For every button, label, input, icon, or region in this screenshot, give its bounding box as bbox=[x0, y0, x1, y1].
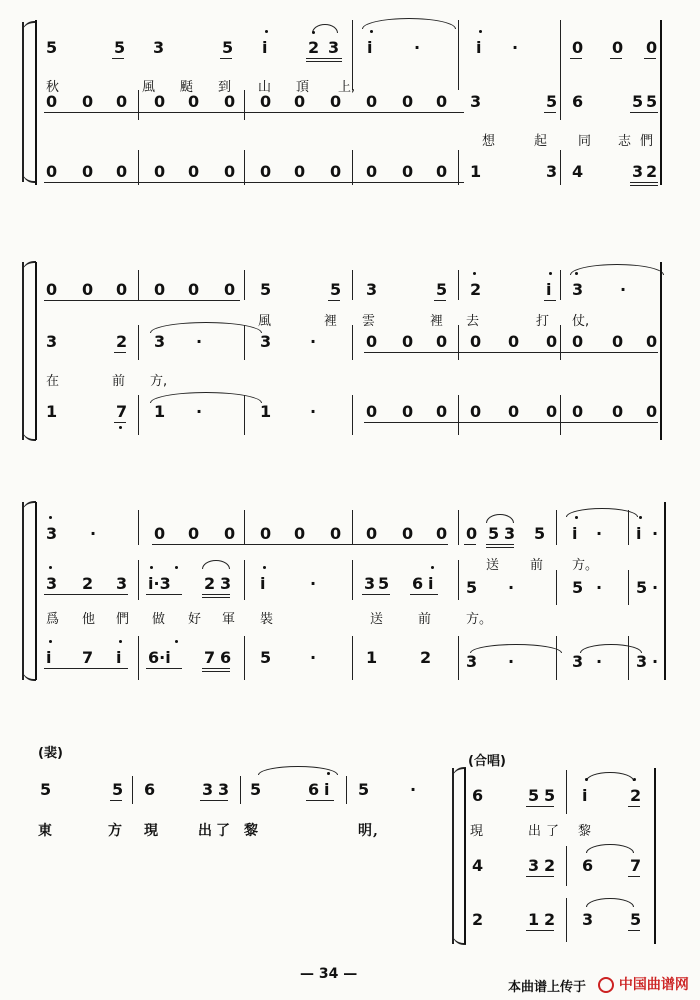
note: 0 bbox=[646, 402, 658, 421]
note: 0 bbox=[470, 402, 482, 421]
note: 6 bbox=[412, 574, 424, 593]
note: 3 bbox=[582, 910, 594, 929]
note: · bbox=[508, 578, 515, 597]
lyric: 東 bbox=[38, 823, 53, 839]
note: 6·i bbox=[148, 648, 171, 667]
note: 3 bbox=[366, 280, 378, 299]
note: 3 bbox=[46, 332, 58, 351]
note: 1 bbox=[470, 162, 482, 181]
note: 5 bbox=[488, 524, 500, 543]
lyric: 方 bbox=[108, 823, 123, 839]
note: i bbox=[260, 574, 266, 593]
note: 0 bbox=[402, 402, 414, 421]
lyric: 裡 bbox=[430, 314, 444, 329]
lyric: 想 bbox=[482, 134, 496, 149]
chorus-label: (合唱) bbox=[468, 754, 506, 769]
note: i bbox=[46, 648, 52, 667]
note: 0 bbox=[546, 332, 558, 351]
note: 3 bbox=[218, 780, 230, 799]
note: 6 bbox=[144, 780, 156, 799]
note: 5 bbox=[114, 38, 126, 57]
page-number: — 34 — bbox=[300, 966, 358, 982]
note: 2 bbox=[544, 856, 556, 875]
site-logo bbox=[598, 974, 689, 994]
part-label: (裴) bbox=[38, 746, 63, 761]
note: 3 bbox=[466, 652, 478, 671]
note: 2 bbox=[630, 786, 642, 805]
note: 3 bbox=[572, 280, 584, 299]
note: 0 bbox=[294, 162, 306, 181]
note: i bbox=[582, 786, 588, 805]
lyric: 方。 bbox=[466, 612, 493, 627]
note: · bbox=[196, 332, 203, 351]
note: 0 bbox=[188, 280, 200, 299]
lyric: 頂 bbox=[296, 80, 310, 95]
lyric: 了 bbox=[546, 824, 560, 839]
note: 0 bbox=[154, 280, 166, 299]
note: 0 bbox=[224, 524, 236, 543]
note: 5 bbox=[260, 648, 272, 667]
lyric: 志 bbox=[618, 134, 632, 149]
note: 0 bbox=[82, 162, 94, 181]
site-logo-icon bbox=[598, 977, 614, 993]
note: 7 bbox=[82, 648, 94, 667]
lyric: 裡 bbox=[324, 314, 338, 329]
note: 0 bbox=[366, 402, 378, 421]
note: · bbox=[310, 332, 317, 351]
note: 1 bbox=[366, 648, 378, 667]
note: 3 bbox=[46, 574, 58, 593]
note: 0 bbox=[188, 92, 200, 111]
note: · bbox=[310, 574, 317, 593]
note: 5 bbox=[636, 578, 648, 597]
lyric: 雲 bbox=[362, 314, 376, 329]
note: 5 bbox=[46, 38, 58, 57]
note: i bbox=[572, 524, 578, 543]
note: 3 bbox=[328, 38, 340, 57]
lyric: 出 bbox=[198, 823, 213, 839]
note: 0 bbox=[402, 92, 414, 111]
note: 3 bbox=[154, 332, 166, 351]
lyric: 前 bbox=[112, 374, 126, 389]
note: 0 bbox=[366, 524, 378, 543]
note: 3 bbox=[260, 332, 272, 351]
lyric: 在 bbox=[46, 374, 60, 389]
note: 5 bbox=[528, 786, 540, 805]
lyric: 出 bbox=[528, 824, 542, 839]
note: · bbox=[414, 38, 421, 57]
lyric: 現 bbox=[144, 823, 159, 839]
note: 0 bbox=[436, 524, 448, 543]
note: 5 bbox=[546, 92, 558, 111]
note: i bbox=[428, 574, 434, 593]
lyric: 方, bbox=[150, 374, 168, 389]
note: 0 bbox=[154, 92, 166, 111]
note: 0 bbox=[612, 402, 624, 421]
note: 0 bbox=[294, 92, 306, 111]
note: 0 bbox=[224, 162, 236, 181]
lyric: 們 bbox=[640, 134, 654, 149]
note: 5 bbox=[646, 92, 658, 111]
note: 0 bbox=[366, 92, 378, 111]
note: 0 bbox=[572, 38, 584, 57]
note: 5 bbox=[544, 786, 556, 805]
note: · bbox=[310, 402, 317, 421]
note: 0 bbox=[546, 402, 558, 421]
note: 0 bbox=[508, 332, 520, 351]
note: 0 bbox=[366, 332, 378, 351]
note: 0 bbox=[402, 162, 414, 181]
note: 0 bbox=[436, 162, 448, 181]
note: 5 bbox=[330, 280, 342, 299]
note: 5 bbox=[250, 780, 262, 799]
lyric: 秋 bbox=[46, 80, 60, 95]
note: i bbox=[476, 38, 482, 57]
note: 0 bbox=[188, 524, 200, 543]
note: 0 bbox=[612, 38, 624, 57]
note: 0 bbox=[436, 402, 448, 421]
note: · bbox=[508, 652, 515, 671]
barline bbox=[35, 20, 37, 185]
lyric: 做 bbox=[152, 612, 166, 627]
note: 6 bbox=[472, 786, 484, 805]
lyric: 風 bbox=[258, 314, 272, 329]
note: 0 bbox=[224, 280, 236, 299]
note: 1 bbox=[528, 910, 540, 929]
upload-note: 本曲谱上传于 bbox=[508, 980, 587, 995]
note: · bbox=[652, 524, 659, 543]
note: 5 bbox=[632, 92, 644, 111]
note: 3 bbox=[220, 574, 232, 593]
note: 5 bbox=[40, 780, 52, 799]
lyric: 方。 bbox=[572, 558, 599, 573]
note: · bbox=[90, 524, 97, 543]
note: 6 bbox=[572, 92, 584, 111]
note: 0 bbox=[260, 524, 272, 543]
note: i bbox=[367, 38, 373, 57]
note: 5 bbox=[222, 38, 234, 57]
note: 6 bbox=[308, 780, 320, 799]
note: 5 bbox=[466, 578, 478, 597]
lyric: 他 bbox=[82, 612, 96, 627]
note: 2 bbox=[646, 162, 658, 181]
note: 7 bbox=[204, 648, 216, 667]
note: 0 bbox=[294, 524, 306, 543]
lyric: 同 bbox=[578, 134, 592, 149]
note: 3 bbox=[546, 162, 558, 181]
lyric: 軍 bbox=[222, 612, 236, 627]
lyric: 上, bbox=[338, 80, 356, 95]
note: 3 bbox=[528, 856, 540, 875]
note: 5 bbox=[358, 780, 370, 799]
note: 0 bbox=[116, 92, 128, 111]
note: 1 bbox=[46, 402, 58, 421]
note: · bbox=[596, 652, 603, 671]
note: 2 bbox=[472, 910, 484, 929]
note: 1 bbox=[260, 402, 272, 421]
note: 2 bbox=[116, 332, 128, 351]
note: 3 bbox=[202, 780, 214, 799]
lyric: 颳 bbox=[180, 80, 194, 95]
note: 0 bbox=[436, 332, 448, 351]
note: 2 bbox=[470, 280, 482, 299]
note: 1 bbox=[154, 402, 166, 421]
note: 0 bbox=[154, 162, 166, 181]
note: 0 bbox=[46, 92, 58, 111]
note: 4 bbox=[472, 856, 484, 875]
lyric: 風 bbox=[142, 80, 156, 95]
note: 3 bbox=[153, 38, 165, 57]
note: · bbox=[620, 280, 627, 299]
lyric: 爲 bbox=[46, 612, 60, 627]
note: i bbox=[262, 38, 268, 57]
note: 2 bbox=[420, 648, 432, 667]
note: 0 bbox=[402, 332, 414, 351]
lyric: 去 bbox=[466, 314, 480, 329]
note: 0 bbox=[116, 280, 128, 299]
lyric: 明, bbox=[358, 823, 379, 839]
note: 0 bbox=[330, 92, 342, 111]
note: 0 bbox=[470, 332, 482, 351]
lyric: 前 bbox=[418, 612, 432, 627]
lyric: 到 bbox=[218, 80, 232, 95]
note: 5 bbox=[534, 524, 546, 543]
note: 2 bbox=[308, 38, 320, 57]
note: 0 bbox=[46, 280, 58, 299]
note: 0 bbox=[330, 524, 342, 543]
note: i bbox=[324, 780, 330, 799]
note: i bbox=[546, 280, 552, 299]
lyric: 山 bbox=[258, 80, 272, 95]
note: 3 bbox=[504, 524, 516, 543]
note: 3 bbox=[572, 652, 584, 671]
note: 0 bbox=[402, 524, 414, 543]
note: 6 bbox=[582, 856, 594, 875]
note: 0 bbox=[436, 92, 448, 111]
lyric: 起 bbox=[534, 134, 548, 149]
note: · bbox=[596, 524, 603, 543]
note: 5 bbox=[572, 578, 584, 597]
lyric: 送 bbox=[370, 612, 384, 627]
note: 0 bbox=[82, 92, 94, 111]
lyric: 現 bbox=[470, 824, 484, 839]
note: 0 bbox=[572, 332, 584, 351]
note: · bbox=[196, 402, 203, 421]
note: 3 bbox=[470, 92, 482, 111]
note: 0 bbox=[612, 332, 624, 351]
note: 0 bbox=[646, 332, 658, 351]
note: · bbox=[652, 652, 659, 671]
note: 0 bbox=[572, 402, 584, 421]
note: · bbox=[310, 648, 317, 667]
lyric: 仗, bbox=[572, 314, 590, 329]
note: 3 bbox=[46, 524, 58, 543]
note: 4 bbox=[572, 162, 584, 181]
lyric: 好 bbox=[188, 612, 202, 627]
note: 7 bbox=[116, 402, 128, 421]
note: 5 bbox=[630, 910, 642, 929]
note: 2 bbox=[82, 574, 94, 593]
lyric: 了 bbox=[216, 823, 231, 839]
lyric: 前 bbox=[530, 558, 544, 573]
note: 3 bbox=[632, 162, 644, 181]
note: 0 bbox=[260, 92, 272, 111]
note: 0 bbox=[260, 162, 272, 181]
note: 2 bbox=[544, 910, 556, 929]
note: i bbox=[116, 648, 122, 667]
lyric: 黎 bbox=[244, 823, 259, 839]
note: 0 bbox=[466, 524, 478, 543]
note: 5 bbox=[112, 780, 124, 799]
lyric: 黎 bbox=[578, 824, 592, 839]
note: · bbox=[410, 780, 417, 799]
note: 6 bbox=[220, 648, 232, 667]
note: 0 bbox=[188, 162, 200, 181]
note: 0 bbox=[116, 162, 128, 181]
note: · bbox=[512, 38, 519, 57]
note: 0 bbox=[366, 162, 378, 181]
note: 0 bbox=[154, 524, 166, 543]
lyric: 打 bbox=[536, 314, 550, 329]
note: 5 bbox=[436, 280, 448, 299]
lyric: 送 bbox=[486, 558, 500, 573]
note: 2 bbox=[204, 574, 216, 593]
note: 0 bbox=[646, 38, 658, 57]
note: 0 bbox=[46, 162, 58, 181]
note: i·3 bbox=[148, 574, 171, 593]
note: 0 bbox=[330, 162, 342, 181]
site-name: 中国曲谱网 bbox=[618, 977, 689, 993]
note: 0 bbox=[508, 402, 520, 421]
note: 3 bbox=[636, 652, 648, 671]
note: 3 bbox=[116, 574, 128, 593]
note: 0 bbox=[224, 92, 236, 111]
note: · bbox=[652, 578, 659, 597]
note: i bbox=[636, 524, 642, 543]
note: 3 bbox=[364, 574, 376, 593]
lyric: 裝 bbox=[260, 612, 274, 627]
note: 7 bbox=[630, 856, 642, 875]
note: 5 bbox=[378, 574, 390, 593]
note: · bbox=[596, 578, 603, 597]
lyric: 們 bbox=[116, 612, 130, 627]
note: 5 bbox=[260, 280, 272, 299]
note: 0 bbox=[82, 280, 94, 299]
